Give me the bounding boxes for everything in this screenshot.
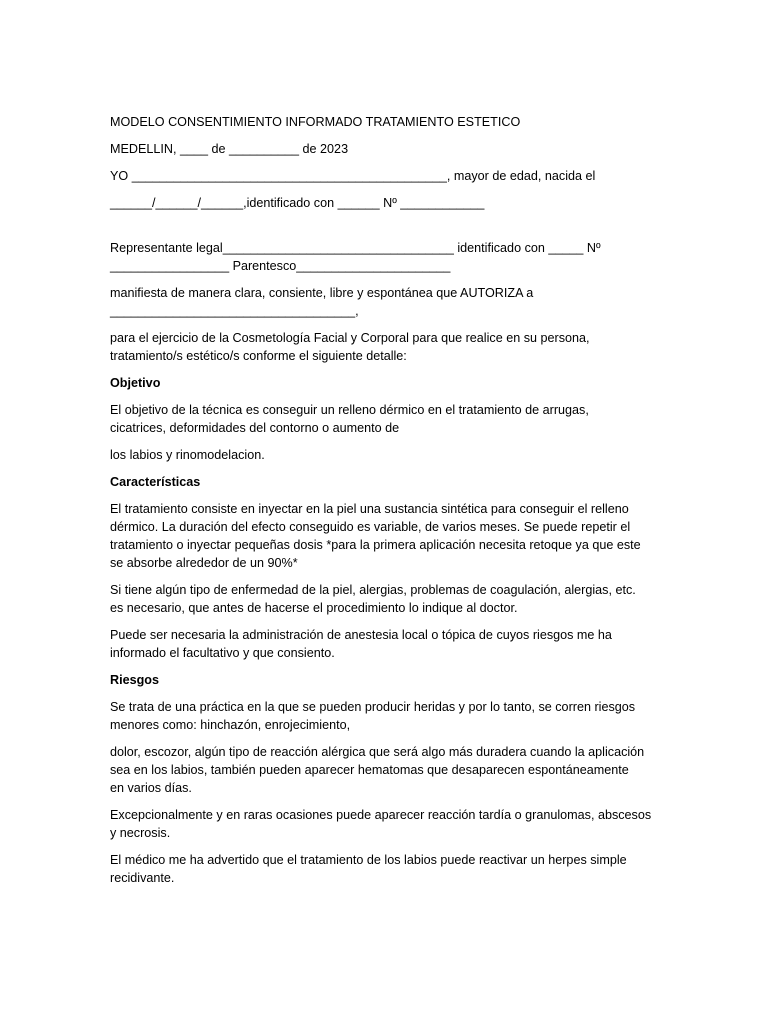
riesgos-paragraph-2: dolor, escozor, algún tipo de reacción alérgica que será algo más duradera cuando la aplicación sea en los labios, también pueden aparecer hematomas que desaparecen espontáneamente en varios días.: [110, 745, 645, 795]
section-heading-caracteristicas: Características: [110, 475, 201, 489]
section-heading-riesgos: Riesgos: [110, 673, 159, 687]
section-heading-objetivo: Objetivo: [110, 376, 161, 390]
authorization-line: manifiesta de manera clara, consiente, libre y espontánea que AUTORIZA a ___________________________________,: [110, 286, 534, 318]
objetivo-paragraph-1: El objetivo de la técnica es conseguir un relleno dérmico en el tratamiento de arrugas, cicatrices, deformidades del contorno o aumento de: [110, 403, 589, 435]
document-title: MODELO CONSENTIMIENTO INFORMADO TRATAMIENTO ESTETICO: [110, 115, 521, 129]
purpose-paragraph: para el ejercicio de la Cosmetología Facial y Corporal para que realice en su persona, tratamiento/s estético/s conforme el siguiente detalle:: [110, 331, 590, 363]
document-body: [110, 113, 666, 896]
caracteristicas-paragraph-2: Si tiene algún tipo de enfermedad de la piel, alergias, problemas de coagulación, alergias, etc. es necesario, que antes de hacerse el procedimiento lo indique al doctor.: [110, 583, 636, 615]
riesgos-paragraph-1: Se trata de una práctica en la que se pueden producir heridas y por lo tanto, se corren riesgos menores como: hinchazón, enrojecimiento,: [110, 700, 636, 732]
caracteristicas-paragraph-3: Puede ser necesaria la administración de anestesia local o tópica de cuyos riesgos me ha informado el facultativo y que consiento.: [110, 628, 612, 660]
legal-representative-block: Representante legal_________________________________ identificado con _____ Nº _________________ Parentesco______________________: [110, 241, 601, 273]
caracteristicas-paragraph-1: El tratamiento consiste en inyectar en la piel una sustancia sintética para conseguir el relleno dérmico. La duración del efecto conseguido es variable, de varios meses. Se puede repetir el tratamiento o inyectar pequeñas dosis *para la primera aplicación necesita retoque ya que este se absorbe alrededor de un 90%*: [110, 502, 641, 570]
date-line: MEDELLIN, ____ de __________ de 2023: [110, 142, 349, 156]
birth-id-line: ______/______/______,identificado con ______ Nº ____________: [110, 196, 485, 210]
objetivo-paragraph-2: los labios y rinomodelacion.: [110, 448, 265, 462]
declarant-name-line: YO _____________________________________________, mayor de edad, nacida el: [110, 169, 596, 183]
riesgos-paragraph-4: El médico me ha advertido que el tratamiento de los labios puede reactivar un herpes simple recidivante.: [110, 853, 627, 885]
riesgos-paragraph-3: Excepcionalmente y en raras ocasiones puede aparecer reacción tardía o granulomas, abscesos y necrosis.: [110, 808, 652, 840]
